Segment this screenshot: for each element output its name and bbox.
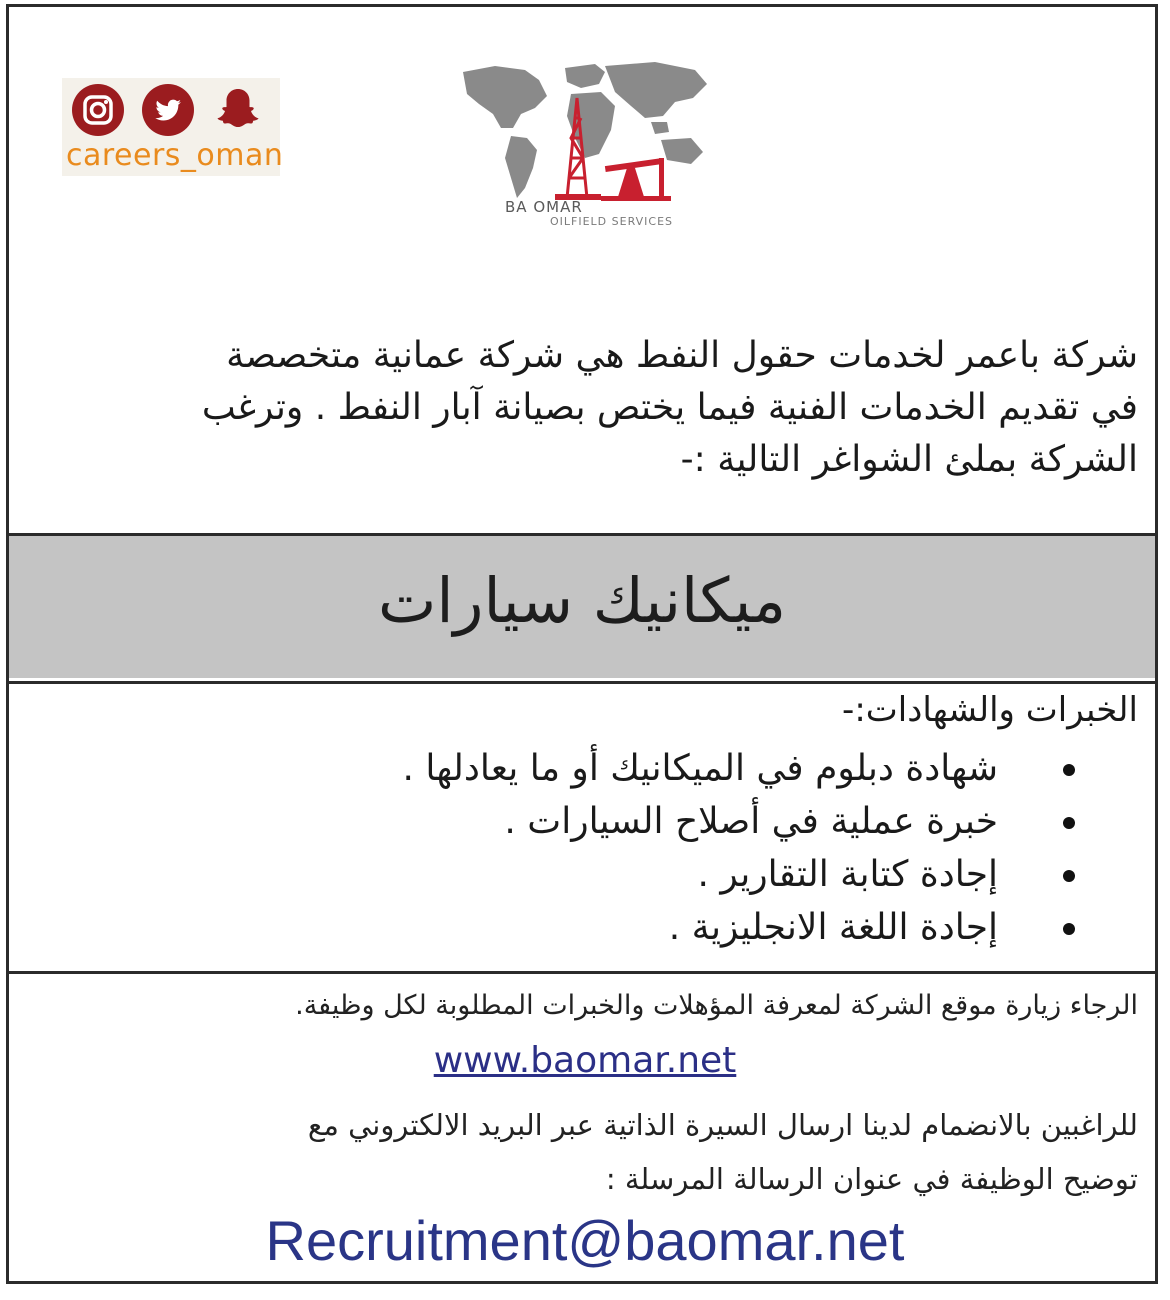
requirement-item [402,742,1070,795]
intro-line: في تقديم الخدمات الفنية فيما يختص بصيانة آبار النفط . وترغب [201,387,1138,428]
snapchat-icon [212,84,264,136]
twitter-icon [142,84,194,136]
divider-middle [9,681,1155,684]
instagram-icon [72,84,124,136]
intro-line: شركة باعمر لخدمات حقول النفط هي شركة عمانية متخصصة [226,335,1138,376]
apply-line: للراغبين بالانضمام لدينا ارسال السيرة الذاتية عبر البريد الالكتروني مع [307,1108,1138,1142]
intro-line: الشركة بملئ الشواغر التالية :- [680,439,1138,480]
requirements-list [402,742,1070,954]
recruitment-email[interactable]: Recruitment@baomar.net [265,1209,905,1272]
logo-name: BA OMAR [505,198,583,216]
apply-instructions [38,1098,1138,1206]
logo-subtitle: OILFIELD SERVICES [550,215,674,228]
website-link[interactable]: www.baomar.net [433,1040,737,1081]
intro-paragraph [28,330,1138,486]
requirement-text: إجادة كتابة التقارير . [697,854,998,895]
apply-line: توضيح الوظيفة في عنوان الرسالة المرسلة : [605,1162,1138,1196]
requirement-item [402,901,1070,954]
bullet-icon [1063,870,1075,882]
requirement-text: خبرة عملية في أصلاح السيارات . [504,801,998,842]
requirements-heading: الخبرات والشهادات:- [842,690,1138,730]
requirement-text: شهادة دبلوم في الميكانيك أو ما يعادلها . [402,748,998,789]
company-logo [455,58,715,236]
job-title: ميكانيك سيارات [377,564,787,637]
bullet-icon [1063,764,1075,776]
bullet-icon [1063,817,1075,829]
bullet-icon [1063,923,1075,935]
social-badge [62,78,284,176]
job-title-band [9,536,1155,678]
social-handle: careers_oman [66,138,284,173]
requirement-text: إجادة اللغة الانجليزية . [668,907,998,948]
requirement-item [402,848,1070,901]
requirement-item [402,795,1070,848]
website-note: الرجاء زيارة موقع الشركة لمعرفة المؤهلات والخبرات المطلوبة لكل وظيفة. [295,990,1138,1021]
divider-bottom [9,971,1155,974]
